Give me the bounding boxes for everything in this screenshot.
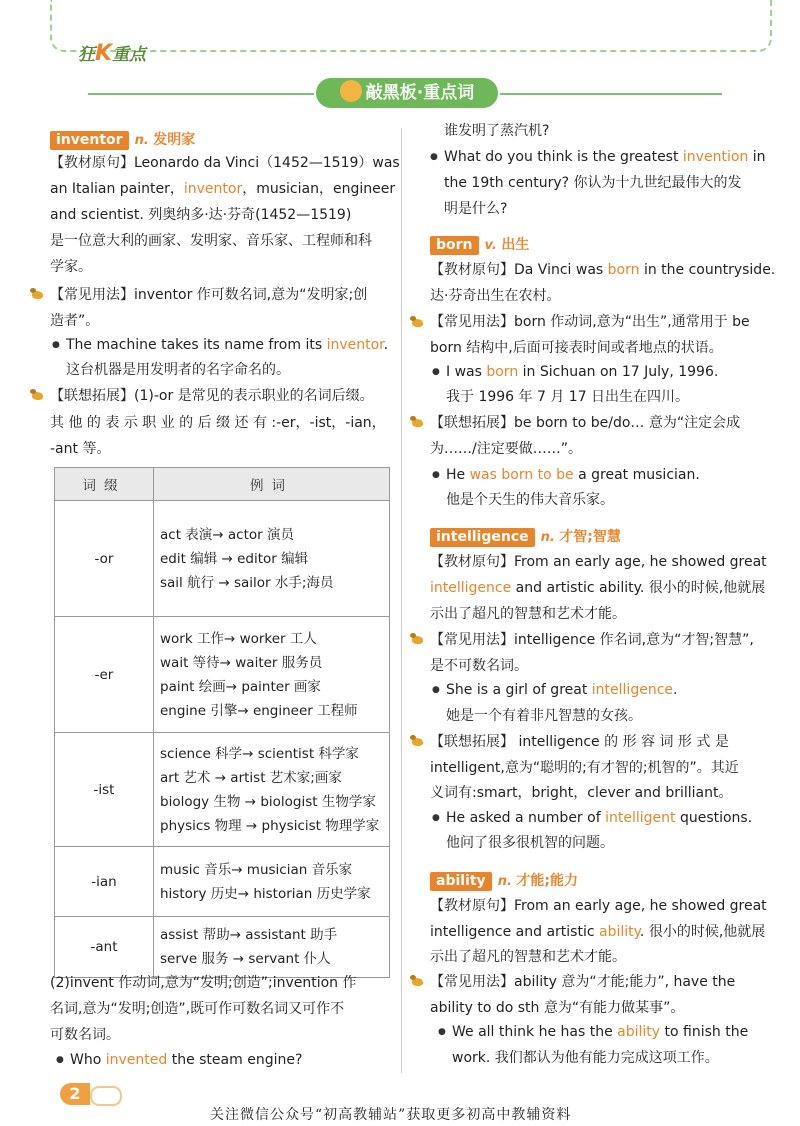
bird-icon xyxy=(410,633,426,647)
text-line: 其 他 的 表 示 职 业 的 后 缀 还 有 :-er，-ist，-ian， xyxy=(50,415,386,431)
table-row: -ant assist 帮助→ assistant 助手 serve 服务 → servant 仆人 xyxy=(55,917,390,978)
text-line: 达·芬奇出生在农村。 xyxy=(430,288,561,304)
example-line: ● The machine takes its name from its inventor. xyxy=(66,332,388,358)
text-line: 【联想拓展】be born to be/do… 意为“注定会成 xyxy=(430,415,741,431)
text-line: 名词,意为“发明;创造”,既可作可数名词又可作不 xyxy=(50,1001,345,1017)
example-line: ● I was born in Sichuan on 17 July, 1996. xyxy=(446,359,718,385)
text-line: (2)invent 作动词,意为“发明;创造”;invention 作 xyxy=(50,975,357,991)
headword-intelligence: intelligence xyxy=(430,528,535,547)
text-line: 可数名词。 xyxy=(50,1027,120,1043)
text-line: 我于 1996 年 7 月 17 日出生在四川。 xyxy=(446,389,690,405)
figure-icon xyxy=(340,80,362,102)
section-line-right xyxy=(500,93,722,95)
table-row: -ian music 音乐→ musician 音乐家 history 历史→ historian 历史学家 xyxy=(55,847,390,917)
text-line: 义词有:smart，bright，clever and brilliant。 xyxy=(430,785,733,801)
suffix-table xyxy=(54,467,390,978)
table-header-example: 例词 xyxy=(154,468,390,501)
top-frame xyxy=(50,0,772,52)
section-title: 敲黑板·重点词 xyxy=(316,78,498,108)
footer-note: 关注微信公众号“初高教辅站”获取更多初高中教辅资料 xyxy=(210,1107,572,1123)
text-line: 是一位意大利的画家、发明家、音乐家、工程师和科 xyxy=(50,233,372,249)
table-row: -or act 表演→ actor 演员 edit 编辑 → editor 编辑 sail 航行 → sailor 水手;海员 xyxy=(55,501,390,617)
text-line: 【教材原句】Leonardo da Vinci（1452—1519）was xyxy=(50,155,400,171)
brand-logo: 狂K重点 xyxy=(78,41,147,66)
example-line: ● We all think he has the ability to finish the xyxy=(452,1019,748,1045)
text-line: and scientist. 列奥纳多·达·芬奇(1452—1519) xyxy=(50,207,352,223)
text-line: 【常见用法】inventor 作可数名词,意为“发明家;创 xyxy=(50,287,368,303)
bird-icon xyxy=(410,316,426,330)
text-line: 【联想拓展】(1)-or 是常见的表示职业的名词后缀。 xyxy=(50,388,374,404)
headword-ability: ability xyxy=(430,872,492,891)
bird-icon xyxy=(410,975,426,989)
text-line: intelligence and artistic ability. 很小的时候,他就展 xyxy=(430,924,766,940)
text-line: 这台机器是用发明者的名字命名的。 xyxy=(66,362,290,378)
entry-intelligence-heading: intelligence n. 才智;智慧 xyxy=(430,524,621,551)
text-line: -ant 等。 xyxy=(50,441,111,457)
text-line: 示出了超凡的智慧和艺术才能。 xyxy=(430,949,626,965)
page-number: 2 xyxy=(60,1083,90,1105)
text-line: ability to do sth 意为“有能力做某事”。 xyxy=(430,1000,685,1016)
text-line: 他是个天生的伟大音乐家。 xyxy=(446,492,614,508)
bird-icon xyxy=(30,288,46,302)
text-line: 造者”。 xyxy=(50,313,100,329)
table-row: -ist science 科学→ scientist 科学家 art 艺术 → artist 艺术家;画家 biology 生物 → biologist 生物学家 physics 物理 → physicist 物理学家 xyxy=(55,733,390,847)
text-line: 她是一个有着非凡智慧的女孩。 xyxy=(446,708,642,724)
bird-icon xyxy=(410,735,426,749)
text-line: 是不可数名词。 xyxy=(430,658,528,674)
example-line: ● He asked a number of intelligent questions. xyxy=(446,805,752,831)
table-header-suffix: 词缀 xyxy=(55,468,154,501)
entry-ability-heading: ability n. 才能;能力 xyxy=(430,868,578,895)
text-line: intelligence and artistic ability. 很小的时候,他就展 xyxy=(430,580,766,596)
text-line: born 结构中,后面可接表时间或者地点的状语。 xyxy=(430,340,723,356)
text-line: 【联想拓展】 intelligence 的 形 容 词 形 式 是 xyxy=(430,734,729,750)
headword-inventor: inventor xyxy=(50,131,129,150)
text-line: 【教材原句】From an early age, he showed great xyxy=(430,554,767,570)
text-line: the 19th century? 你认为十九世纪最伟大的发 xyxy=(444,175,742,191)
text-line: 为……/注定要做……”。 xyxy=(430,441,582,457)
text-line: 【常见用法】intelligence 作名词,意为“才智;智慧”, xyxy=(430,632,754,648)
text-line: 明是什么? xyxy=(444,201,508,217)
entry-born-heading: born v. 出生 xyxy=(430,232,529,259)
text-line: 他问了很多很机智的问题。 xyxy=(446,835,614,851)
text-line: 谁发明了蒸汽机? xyxy=(444,123,550,139)
table-row: -er work 工作→ worker 工人 wait 等待→ waiter 服务员 paint 绘画→ painter 画家 engine 引擎→ engineer 工程师 xyxy=(55,617,390,733)
text-line: 【常见用法】born 作动词,意为“出生”,通常用于 be xyxy=(430,314,750,330)
bird-icon xyxy=(410,416,426,430)
text-line: intelligent,意为“聪明的;有才智的;机智的”。其近 xyxy=(430,760,739,776)
text-line: 示出了超凡的智慧和艺术才能。 xyxy=(430,606,626,622)
headword-born: born xyxy=(430,236,479,255)
section-line-left xyxy=(88,93,314,95)
example-line: ● She is a girl of great intelligence. xyxy=(446,677,677,703)
entry-inventor-heading: inventor n. 发明家 xyxy=(50,127,195,154)
column-divider xyxy=(401,128,402,1073)
example-line: ● What do you think is the greatest invention in xyxy=(444,144,766,170)
text-line: 【教材原句】From an early age, he showed great xyxy=(430,898,767,914)
text-line: 学家。 xyxy=(50,259,92,275)
text-line: work. 我们都认为他有能力完成这项工作。 xyxy=(452,1050,719,1066)
text-line: 【教材原句】Da Vinci was born in the countryside. xyxy=(430,262,776,278)
text-line: 【常见用法】ability 意为“才能;能力”, have the xyxy=(430,974,736,990)
example-line: ● He was born to be a great musician. xyxy=(446,462,700,488)
example-line: ● Who invented the steam engine? xyxy=(70,1047,302,1073)
bird-icon xyxy=(30,389,46,403)
page-ornament xyxy=(90,1086,122,1106)
text-line: an Italian painter，inventor，musician，engineer xyxy=(50,181,396,197)
